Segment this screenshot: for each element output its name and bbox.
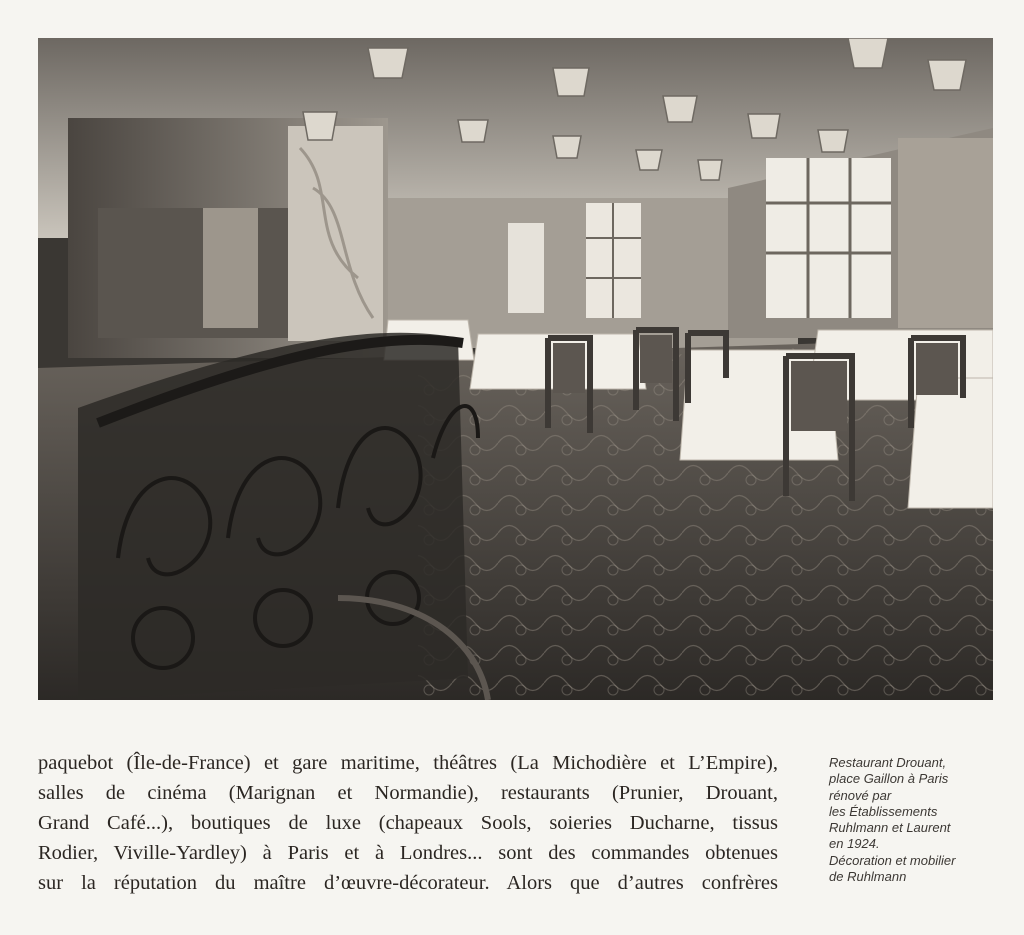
caption-line: en 1924.	[829, 836, 880, 852]
caption-line: Ruhlmann et Laurent	[829, 820, 951, 836]
restaurant-photo	[38, 38, 993, 700]
caption-line: rénové par	[829, 787, 892, 803]
caption-line: Décoration et mobilier	[829, 852, 956, 868]
photo-illustration	[38, 38, 993, 700]
article-body-text	[38, 748, 778, 898]
mirror-reflection	[98, 208, 288, 338]
caption-line: de Ruhlmann	[829, 869, 907, 885]
caption-line: les Établissements	[829, 803, 938, 819]
photo-caption	[829, 755, 1009, 885]
reflected-panel	[203, 208, 258, 328]
body-line: Grand Café...), boutiques de luxe (chapeaux Sools, soieries Ducharne, tissus	[38, 812, 778, 834]
body-line: sur la réputation du maître d’œuvre-décorateur. Alors que d’autres confrères	[38, 872, 778, 894]
caption-line: place Gaillon à Paris	[829, 771, 949, 787]
body-line: salles de cinéma (Marignan et Normandie), restaurants (Prunier, Drouant,	[38, 782, 778, 804]
body-line: Rodier, Viville-Yardley) à Paris et à Londres... sont des commandes obtenues	[38, 842, 778, 864]
caption-line: Restaurant Drouant,	[829, 755, 947, 770]
stair-balustrade	[78, 333, 488, 700]
body-line: paquebot (Île-de-France) et gare maritime, théâtres (La Michodière et L’Empire),	[38, 752, 778, 774]
